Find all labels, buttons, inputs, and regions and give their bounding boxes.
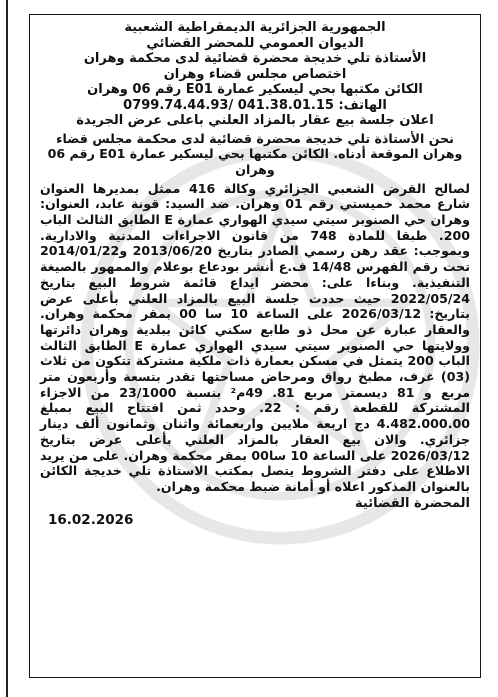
- column-divider: [6, 0, 8, 697]
- legal-notice-box: [29, 14, 481, 678]
- notice-content: [30, 15, 480, 528]
- notice-date: 16.02.2026: [48, 511, 134, 528]
- office-title: الديوان العمومي للمحضر القضائي: [146, 35, 364, 51]
- signature-label: المحضرة القضائية: [355, 495, 470, 511]
- phone-numbers: الهاتف: 041.38.01.15 /0799.74.44.93: [123, 97, 387, 113]
- notice-title: اعلان جلسة بيع عقار بالمزاد العلني باعلى عرض الجريدة: [76, 113, 434, 128]
- bailiff-name: الأستاذة تلي خديجة محضرة قضائية لدى محكمة وهران: [83, 51, 427, 66]
- jurisdiction: اختصاص مجلس قضاء وهران: [163, 66, 347, 82]
- notice-body: لصالح القرض الشعبي الجزائري وكالة 416 ممثل بمديرها العنوان شارع محمد خميستي رقم 01 وهران. ضد السيد: قونة عابد، العنوان: وهران حي الصنوبر سيتي سيدي الهواري عمارة E الطابق الثالث الباب 200. طبقا للمادة 748 من قانون الاجراءات المدنية والادارية. وبموجب: عقد رهن رسمي الصادر بتاريخ 2013/06/20 و2014/01/22 تحت رقم الفهرس 14/48 ف.ع أنشر بودعاع بوعلام والممهور بالصيغة التنفيذية. وبناءا على: محضر ايداع قائمة شروط البيع بتاريخ 2022/05/24 حيث حددت جلسة البيع بالمزاد العلني بأعلى عرض بتاريخ: 2026/03/12 على الساعة 10 سا 00 بمقر محكمة وهران. والعقار عبارة عن محل ذو طابع سكني كائن ببلدية وهران دائرتها وولايتها حي الصنوبر سيتي سيدي الهواري عمارة E الطابق الثالث الباب 200 يتمثل في مسكن بعمارة ذات ملكية مشتركة تتكون من ثلاث (03) غرف، مطبخ رواق ومرحاض مساحتها تقدر بتسعة وأربعون متر مربع و 81 ديسمتر مربع 81. 49م² بنسبة 23/1000 من الاجزاء المشتركة للقطعة رقم : 22. وحدد ثمن افتتاح البيع بمبلغ 4.482.000.00 دج اربعة ملايين واربعمائة واثنان وثمانون ألف دينار جزائري. والان بيع العقار بالمزاد العلني بأعلى عرض بتاريخ 2026/03/12 على الساعة 10 سا00 بمقر محكمة وهران. على من يريد الاطلاع على دفتر الشروط يتصل بمكتب الاستاذة تلي خديجة الكائن بالعنوان المذكور اعلاه أو أمانة ضبط محكمة وهران.: [40, 180, 471, 494]
- notice-intro: نحن الأستاذة تلي خديجة محضرة قضائية لدى محكمة مجلس قضاء وهران الموقعة أدناه. الكائن مكتبها بحي ليسكير عمارة E01 رقم 06 وهران: [47, 130, 463, 177]
- office-address: الكائن مكتبها بحي ليسكير عمارة E01 رقم 06 وهران: [87, 82, 423, 97]
- republic-title: الجمهورية الجزائرية الديمقراطية الشعبية: [124, 20, 386, 35]
